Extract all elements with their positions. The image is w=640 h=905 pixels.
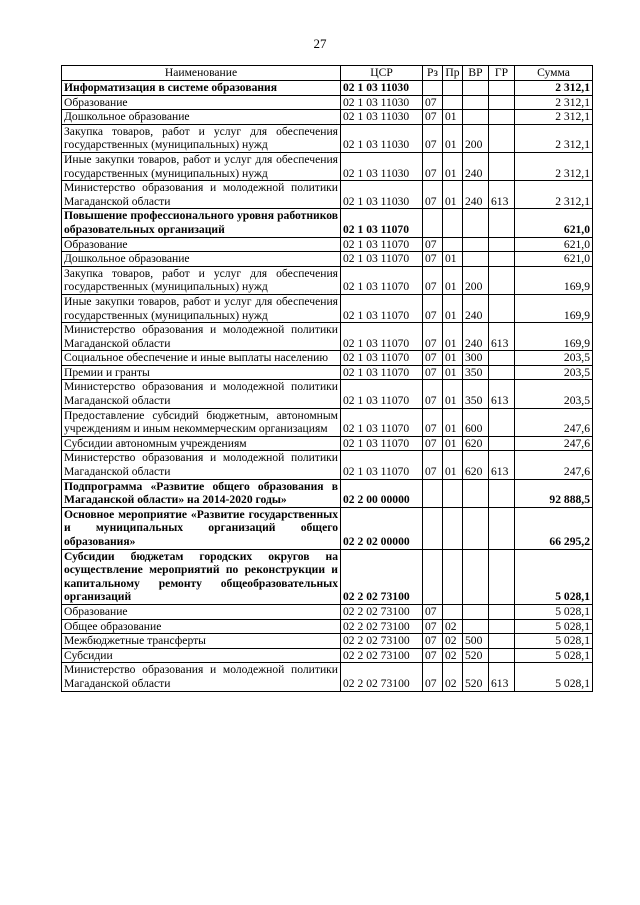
table-row bbox=[62, 351, 593, 366]
cell-name: Субсидии автономным учреждениям bbox=[62, 436, 341, 451]
cell-name: Закупка товаров, работ и услуг для обеспечения государственных (муниципальных) нужд bbox=[62, 266, 341, 294]
cell-csr: 02 1 03 11070 bbox=[341, 266, 423, 294]
cell-gr: 613 bbox=[489, 663, 515, 691]
cell-name: Министерство образования и молодежной политики Магаданской области bbox=[62, 663, 341, 691]
cell-sum: 2 312,1 bbox=[515, 124, 593, 152]
table-row bbox=[62, 81, 593, 96]
cell-name: Образование bbox=[62, 604, 341, 619]
cell-pr: 02 bbox=[443, 648, 463, 663]
cell-pr: 01 bbox=[443, 451, 463, 479]
cell-rz: 07 bbox=[423, 252, 443, 267]
cell-sum: 5 028,1 bbox=[515, 663, 593, 691]
cell-gr bbox=[489, 252, 515, 267]
table-row bbox=[62, 604, 593, 619]
cell-sum: 92 888,5 bbox=[515, 479, 593, 507]
cell-gr bbox=[489, 237, 515, 252]
header-name: Наименование bbox=[62, 66, 341, 81]
cell-sum: 2 312,1 bbox=[515, 81, 593, 96]
cell-gr bbox=[489, 648, 515, 663]
cell-vr bbox=[463, 619, 489, 634]
table-row bbox=[62, 181, 593, 209]
cell-gr bbox=[489, 124, 515, 152]
cell-rz: 07 bbox=[423, 619, 443, 634]
cell-sum: 5 028,1 bbox=[515, 604, 593, 619]
cell-sum: 621,0 bbox=[515, 209, 593, 237]
cell-pr: 01 bbox=[443, 181, 463, 209]
cell-pr: 02 bbox=[443, 619, 463, 634]
cell-name: Подпрограмма «Развитие общего образования в Магаданской области» на 2014-2020 годы» bbox=[62, 479, 341, 507]
cell-sum: 621,0 bbox=[515, 237, 593, 252]
cell-vr bbox=[463, 237, 489, 252]
cell-csr: 02 2 02 73100 bbox=[341, 648, 423, 663]
cell-name: Министерство образования и молодежной политики Магаданской области bbox=[62, 181, 341, 209]
cell-gr bbox=[489, 479, 515, 507]
cell-vr: 500 bbox=[463, 634, 489, 649]
cell-pr: 01 bbox=[443, 124, 463, 152]
cell-name: Закупка товаров, работ и услуг для обеспечения государственных (муниципальных) нужд bbox=[62, 124, 341, 152]
cell-pr bbox=[443, 549, 463, 604]
cell-rz: 07 bbox=[423, 634, 443, 649]
cell-rz: 07 bbox=[423, 380, 443, 408]
cell-rz bbox=[423, 479, 443, 507]
cell-sum: 2 312,1 bbox=[515, 181, 593, 209]
cell-name: Субсидии bbox=[62, 648, 341, 663]
cell-gr bbox=[489, 294, 515, 322]
cell-pr: 01 bbox=[443, 365, 463, 380]
cell-sum: 5 028,1 bbox=[515, 549, 593, 604]
cell-vr bbox=[463, 81, 489, 96]
cell-gr bbox=[489, 507, 515, 549]
cell-csr: 02 1 03 11030 bbox=[341, 124, 423, 152]
cell-gr bbox=[489, 436, 515, 451]
cell-name: Образование bbox=[62, 95, 341, 110]
cell-name: Образование bbox=[62, 237, 341, 252]
budget-table bbox=[61, 65, 593, 692]
cell-pr: 01 bbox=[443, 152, 463, 180]
table-row bbox=[62, 380, 593, 408]
cell-rz: 07 bbox=[423, 181, 443, 209]
cell-vr: 520 bbox=[463, 663, 489, 691]
table-row bbox=[62, 252, 593, 267]
cell-rz: 07 bbox=[423, 95, 443, 110]
table-row bbox=[62, 507, 593, 549]
cell-csr: 02 1 03 11070 bbox=[341, 351, 423, 366]
table-row bbox=[62, 323, 593, 351]
cell-gr bbox=[489, 95, 515, 110]
cell-name: Министерство образования и молодежной политики Магаданской области bbox=[62, 451, 341, 479]
cell-sum: 5 028,1 bbox=[515, 619, 593, 634]
cell-name: Дошкольное образование bbox=[62, 252, 341, 267]
cell-name: Иные закупки товаров, работ и услуг для обеспечения государственных (муниципальных) нужд bbox=[62, 152, 341, 180]
cell-vr bbox=[463, 604, 489, 619]
cell-rz: 07 bbox=[423, 436, 443, 451]
cell-gr bbox=[489, 408, 515, 436]
cell-pr: 02 bbox=[443, 663, 463, 691]
cell-csr: 02 1 03 11030 bbox=[341, 95, 423, 110]
cell-vr: 240 bbox=[463, 323, 489, 351]
cell-sum: 247,6 bbox=[515, 408, 593, 436]
cell-pr: 01 bbox=[443, 323, 463, 351]
cell-rz: 07 bbox=[423, 323, 443, 351]
cell-gr: 613 bbox=[489, 380, 515, 408]
cell-vr: 620 bbox=[463, 451, 489, 479]
cell-rz bbox=[423, 81, 443, 96]
table-row bbox=[62, 152, 593, 180]
cell-csr: 02 2 02 00000 bbox=[341, 507, 423, 549]
cell-name: Информатизация в системе образования bbox=[62, 81, 341, 96]
cell-pr: 01 bbox=[443, 408, 463, 436]
cell-sum: 2 312,1 bbox=[515, 152, 593, 180]
cell-gr bbox=[489, 266, 515, 294]
table-row bbox=[62, 294, 593, 322]
cell-rz bbox=[423, 507, 443, 549]
cell-rz: 07 bbox=[423, 351, 443, 366]
cell-sum: 247,6 bbox=[515, 451, 593, 479]
cell-sum: 5 028,1 bbox=[515, 634, 593, 649]
cell-vr: 350 bbox=[463, 380, 489, 408]
table-row bbox=[62, 451, 593, 479]
cell-rz: 07 bbox=[423, 152, 443, 180]
cell-gr bbox=[489, 634, 515, 649]
cell-rz: 07 bbox=[423, 237, 443, 252]
cell-pr bbox=[443, 81, 463, 96]
cell-vr: 240 bbox=[463, 181, 489, 209]
cell-name: Межбюджетные трансферты bbox=[62, 634, 341, 649]
table-row bbox=[62, 479, 593, 507]
cell-csr: 02 1 03 11070 bbox=[341, 209, 423, 237]
cell-vr: 240 bbox=[463, 294, 489, 322]
cell-pr: 01 bbox=[443, 266, 463, 294]
cell-sum: 203,5 bbox=[515, 365, 593, 380]
cell-sum: 5 028,1 bbox=[515, 648, 593, 663]
cell-rz: 07 bbox=[423, 294, 443, 322]
cell-sum: 2 312,1 bbox=[515, 95, 593, 110]
cell-vr bbox=[463, 479, 489, 507]
cell-csr: 02 1 03 11030 bbox=[341, 81, 423, 96]
header-pr: Пр bbox=[443, 66, 463, 81]
cell-gr: 613 bbox=[489, 323, 515, 351]
cell-rz bbox=[423, 549, 443, 604]
cell-sum: 169,9 bbox=[515, 266, 593, 294]
cell-pr: 02 bbox=[443, 634, 463, 649]
cell-csr: 02 2 00 00000 bbox=[341, 479, 423, 507]
cell-csr: 02 1 03 11070 bbox=[341, 365, 423, 380]
cell-gr bbox=[489, 549, 515, 604]
cell-sum: 247,6 bbox=[515, 436, 593, 451]
cell-csr: 02 1 03 11070 bbox=[341, 323, 423, 351]
cell-vr: 200 bbox=[463, 124, 489, 152]
cell-vr bbox=[463, 209, 489, 237]
cell-pr: 01 bbox=[443, 351, 463, 366]
cell-vr bbox=[463, 95, 489, 110]
cell-vr bbox=[463, 549, 489, 604]
table-row bbox=[62, 549, 593, 604]
cell-pr: 01 bbox=[443, 294, 463, 322]
cell-csr: 02 1 03 11070 bbox=[341, 451, 423, 479]
cell-pr bbox=[443, 95, 463, 110]
cell-rz bbox=[423, 209, 443, 237]
cell-rz: 07 bbox=[423, 604, 443, 619]
table-row bbox=[62, 110, 593, 125]
table-body bbox=[62, 81, 593, 692]
cell-vr bbox=[463, 252, 489, 267]
cell-pr bbox=[443, 507, 463, 549]
cell-name: Министерство образования и молодежной политики Магаданской области bbox=[62, 323, 341, 351]
cell-rz: 07 bbox=[423, 124, 443, 152]
cell-pr bbox=[443, 479, 463, 507]
header-row bbox=[62, 66, 593, 81]
cell-name: Повышение профессионального уровня работников образовательных организаций bbox=[62, 209, 341, 237]
cell-csr: 02 2 02 73100 bbox=[341, 604, 423, 619]
cell-csr: 02 1 03 11070 bbox=[341, 294, 423, 322]
cell-pr bbox=[443, 209, 463, 237]
page-number: 27 bbox=[313, 36, 327, 51]
cell-vr: 600 bbox=[463, 408, 489, 436]
cell-vr: 200 bbox=[463, 266, 489, 294]
table-row bbox=[62, 634, 593, 649]
cell-rz: 07 bbox=[423, 110, 443, 125]
cell-gr bbox=[489, 351, 515, 366]
table-row bbox=[62, 266, 593, 294]
cell-csr: 02 1 03 11030 bbox=[341, 152, 423, 180]
cell-gr bbox=[489, 365, 515, 380]
cell-pr: 01 bbox=[443, 436, 463, 451]
cell-gr bbox=[489, 619, 515, 634]
table-row bbox=[62, 124, 593, 152]
cell-sum: 66 295,2 bbox=[515, 507, 593, 549]
cell-name: Предоставление субсидий бюджетным, автономным учреждениям и иным некоммерческим организациям bbox=[62, 408, 341, 436]
cell-gr bbox=[489, 604, 515, 619]
cell-sum: 169,9 bbox=[515, 323, 593, 351]
cell-rz: 07 bbox=[423, 663, 443, 691]
table-row bbox=[62, 648, 593, 663]
cell-csr: 02 1 03 11030 bbox=[341, 181, 423, 209]
cell-vr: 240 bbox=[463, 152, 489, 180]
table-row bbox=[62, 365, 593, 380]
cell-sum: 203,5 bbox=[515, 380, 593, 408]
cell-rz: 07 bbox=[423, 451, 443, 479]
cell-pr: 01 bbox=[443, 252, 463, 267]
cell-vr: 300 bbox=[463, 351, 489, 366]
cell-csr: 02 1 03 11070 bbox=[341, 252, 423, 267]
header-sum: Сумма bbox=[515, 66, 593, 81]
cell-vr bbox=[463, 110, 489, 125]
cell-sum: 621,0 bbox=[515, 252, 593, 267]
header-gr: ГР bbox=[489, 66, 515, 81]
cell-csr: 02 2 02 73100 bbox=[341, 663, 423, 691]
cell-name: Министерство образования и молодежной политики Магаданской области bbox=[62, 380, 341, 408]
cell-name: Социальное обеспечение и иные выплаты населению bbox=[62, 351, 341, 366]
cell-pr bbox=[443, 237, 463, 252]
cell-pr bbox=[443, 604, 463, 619]
cell-csr: 02 2 02 73100 bbox=[341, 634, 423, 649]
cell-gr bbox=[489, 110, 515, 125]
cell-csr: 02 1 03 11030 bbox=[341, 110, 423, 125]
cell-rz: 07 bbox=[423, 266, 443, 294]
table-row bbox=[62, 95, 593, 110]
cell-vr: 620 bbox=[463, 436, 489, 451]
cell-name: Субсидии бюджетам городских округов на осуществление мероприятий по реконструкции и капитальному ремонту общеобразовательных организаций bbox=[62, 549, 341, 604]
cell-name: Иные закупки товаров, работ и услуг для обеспечения государственных (муниципальных) нужд bbox=[62, 294, 341, 322]
cell-sum: 2 312,1 bbox=[515, 110, 593, 125]
cell-vr: 520 bbox=[463, 648, 489, 663]
header-vr: ВР bbox=[463, 66, 489, 81]
cell-rz: 07 bbox=[423, 648, 443, 663]
cell-rz: 07 bbox=[423, 408, 443, 436]
cell-gr bbox=[489, 209, 515, 237]
cell-sum: 169,9 bbox=[515, 294, 593, 322]
cell-name: Премии и гранты bbox=[62, 365, 341, 380]
table-row bbox=[62, 209, 593, 237]
table-row bbox=[62, 408, 593, 436]
header-rz: Рз bbox=[423, 66, 443, 81]
table-row bbox=[62, 237, 593, 252]
cell-csr: 02 1 03 11070 bbox=[341, 408, 423, 436]
cell-gr bbox=[489, 81, 515, 96]
table-row bbox=[62, 619, 593, 634]
cell-sum: 203,5 bbox=[515, 351, 593, 366]
cell-csr: 02 1 03 11070 bbox=[341, 380, 423, 408]
cell-csr: 02 2 02 73100 bbox=[341, 619, 423, 634]
header-csr: ЦСР bbox=[341, 66, 423, 81]
cell-name: Основное мероприятие «Развитие государственных и муниципальных организаций общего образования» bbox=[62, 507, 341, 549]
cell-vr bbox=[463, 507, 489, 549]
cell-pr: 01 bbox=[443, 110, 463, 125]
cell-csr: 02 2 02 73100 bbox=[341, 549, 423, 604]
cell-csr: 02 1 03 11070 bbox=[341, 436, 423, 451]
cell-pr: 01 bbox=[443, 380, 463, 408]
cell-gr bbox=[489, 152, 515, 180]
table-row bbox=[62, 663, 593, 691]
cell-rz: 07 bbox=[423, 365, 443, 380]
cell-csr: 02 1 03 11070 bbox=[341, 237, 423, 252]
cell-gr: 613 bbox=[489, 451, 515, 479]
cell-vr: 350 bbox=[463, 365, 489, 380]
table-row bbox=[62, 436, 593, 451]
cell-name: Общее образование bbox=[62, 619, 341, 634]
cell-gr: 613 bbox=[489, 181, 515, 209]
cell-name: Дошкольное образование bbox=[62, 110, 341, 125]
